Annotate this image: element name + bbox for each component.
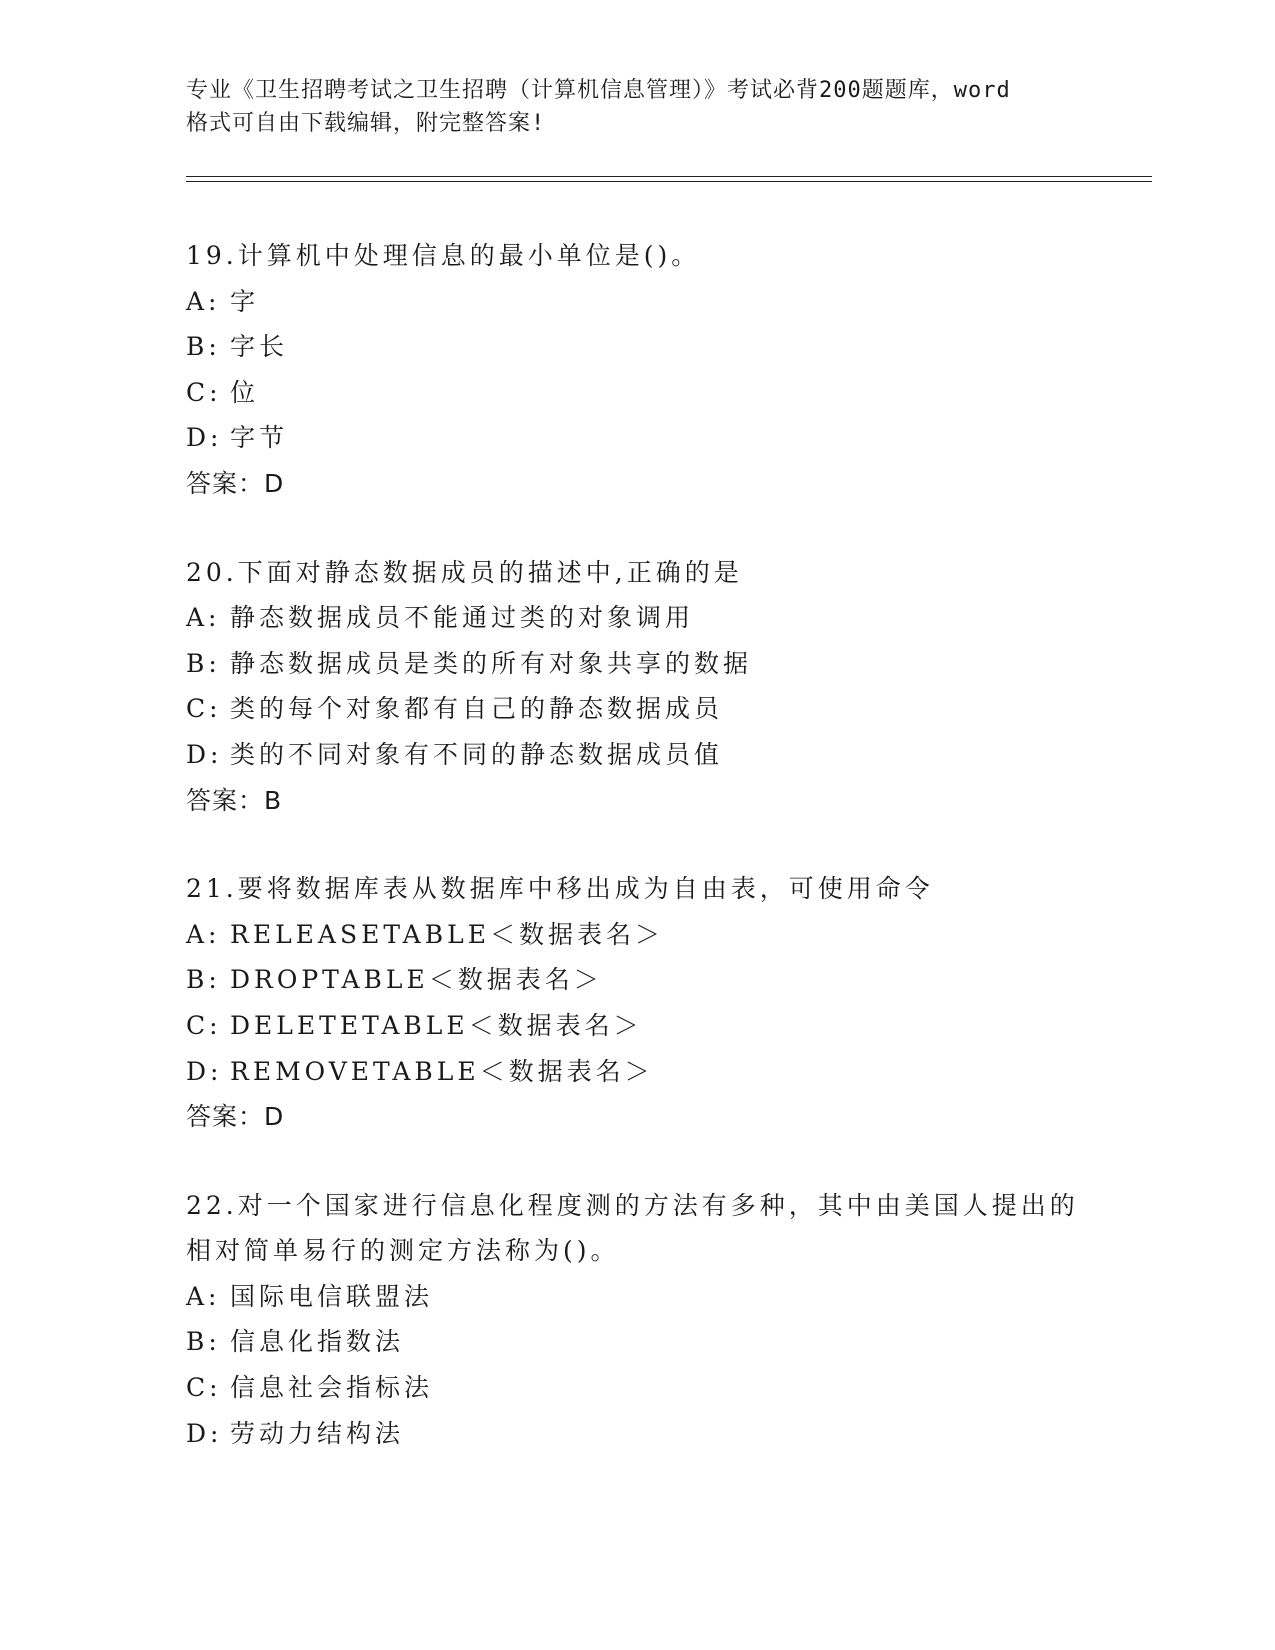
option-key: D:: [186, 739, 223, 769]
option-text: DROPTABLE＜数据表名＞: [230, 965, 603, 995]
document-header: [186, 74, 1086, 140]
option-key: A:: [186, 286, 221, 316]
option-text: 字: [230, 286, 260, 316]
option-text: 类的不同对象有不同的静态数据成员值: [230, 739, 724, 769]
option-key: C:: [186, 377, 222, 407]
option-text: REMOVETABLE＜数据表名＞: [230, 1056, 654, 1086]
option-key: A:: [186, 1281, 221, 1311]
option-c: [186, 1365, 1146, 1411]
option-a: [186, 595, 1146, 641]
option-a: [186, 912, 1146, 958]
answer-line: 答案：B: [186, 785, 283, 815]
answer-line: 答案：D: [186, 1102, 285, 1132]
option-key: B:: [186, 648, 221, 678]
option-b: [186, 1319, 1146, 1365]
option-b: [186, 641, 1146, 687]
option-text: 国际电信联盟法: [230, 1281, 434, 1311]
question-title: 19.计算机中处理信息的最小单位是()。: [186, 241, 701, 270]
option-text: 静态数据成员不能通过类的对象调用: [230, 603, 695, 633]
option-key: D:: [186, 1418, 223, 1448]
header-line-1: 专业《卫生招聘考试之卫生招聘（计算机信息管理）》考试必背200题题库，word: [186, 78, 1011, 103]
option-a: [186, 1274, 1146, 1320]
option-d: [186, 1411, 1146, 1457]
question-22: [186, 1183, 1146, 1457]
option-text: 字节: [230, 423, 289, 453]
option-text: 位: [230, 377, 260, 407]
option-d: [186, 415, 1146, 461]
option-key: D:: [186, 1056, 223, 1086]
option-text: 字长: [230, 332, 289, 362]
option-a: [186, 279, 1146, 325]
header-divider-top: [186, 176, 1152, 177]
question-title-line-2: 相对简单易行的测定方法称为()。: [186, 1236, 620, 1266]
option-key: A:: [186, 603, 221, 633]
option-text: 类的每个对象都有自己的静态数据成员: [230, 694, 724, 724]
option-text: 劳动力结构法: [230, 1418, 405, 1448]
question-21: [186, 866, 1146, 1140]
question-title: 21.要将数据库表从数据库中移出成为自由表，可使用命令: [186, 874, 934, 904]
question-19: [186, 233, 1146, 507]
question-list: [186, 233, 1146, 1499]
option-b: [186, 324, 1146, 370]
option-key: D:: [186, 423, 223, 453]
header-line-2: 格式可自由下载编辑，附完整答案!: [186, 111, 546, 136]
option-d: [186, 732, 1146, 778]
option-key: C:: [186, 1010, 222, 1040]
option-c: [186, 370, 1146, 416]
question-title: 20.下面对静态数据成员的描述中,正确的是: [186, 557, 743, 587]
option-b: [186, 957, 1146, 1003]
header-divider-bottom: [186, 181, 1152, 182]
option-text: RELEASETABLE＜数据表名＞: [230, 919, 664, 949]
option-d: [186, 1049, 1146, 1095]
option-c: [186, 686, 1146, 732]
option-text: 静态数据成员是类的所有对象共享的数据: [230, 648, 753, 678]
option-text: 信息化指数法: [230, 1327, 405, 1357]
answer-line: 答案：D: [186, 468, 285, 498]
option-key: C:: [186, 1373, 222, 1403]
option-text: DELETETABLE＜数据表名＞: [230, 1010, 643, 1040]
option-text: 信息社会指标法: [230, 1373, 434, 1403]
question-title-line-1: 22.对一个国家进行信息化程度测的方法有多种，其中由美国人提出的: [186, 1190, 1079, 1220]
option-key: B:: [186, 332, 221, 362]
option-key: C:: [186, 694, 222, 724]
option-c: [186, 1003, 1146, 1049]
option-key: B:: [186, 1327, 221, 1357]
option-key: A:: [186, 919, 221, 949]
question-20: [186, 550, 1146, 824]
option-key: B:: [186, 965, 221, 995]
